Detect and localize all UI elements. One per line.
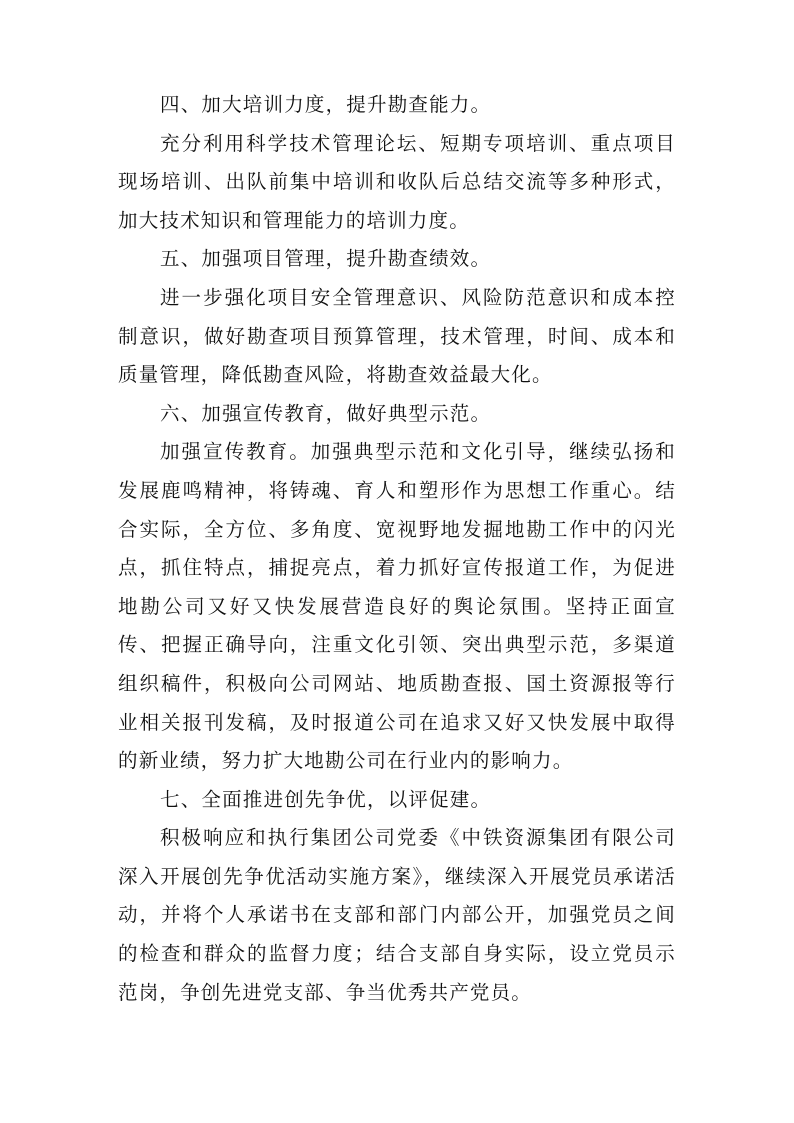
section-body-training: 充分利用科学技术管理论坛、短期专项培训、重点项目现场培训、出队前集中培训和收队后总结交流等多种形式，加大技术知识和管理能力的培训力度。 <box>118 131 676 232</box>
section-body-publicity: 加强宣传教育。加强典型示范和文化引导，继续弘扬和发展鹿鸣精神，将铸魂、育人和塑形作为思想工作重心。结合实际，全方位、多角度、宽视野地发掘地勘工作中的闪光点，抓住特点，捕捉亮点，着力抓好宣传报道工作，为促进地勘公司又好又快发展营造良好的舆论氛围。坚持正面宣传、把握正确导向，注重文化引领、突出典型示范，多渠道组织稿件，积极向公司网站、地质勘查报、国土资源报等行业相关报刊发稿，及时报道公司在追求又好又快发展中取得的新业绩，努力扩大地勘公司在行业内的影响力。 <box>118 440 676 773</box>
section-body-excellence: 积极响应和执行集团公司党委《中铁资源集团有限公司深入开展创先争优活动实施方案》，继续深入开展党员承诺活动，并将个人承诺书在支部和部门内部公开，加强党员之间的检查和群众的监督力度；结合支部自身实际，设立党员示范岗，争创先进党支部、争当优秀共产党员。 <box>118 826 676 1004</box>
document-body <box>118 86 676 1012</box>
section-body-project-management: 进一步强化项目安全管理意识、风险防范意识和成本控制意识，做好勘查项目预算管理，技术管理，时间、成本和质量管理，降低勘查风险，将勘查效益最大化。 <box>118 285 676 387</box>
section-heading-publicity: 六、加强宣传教育，做好典型示范。 <box>160 401 492 425</box>
section-heading-training: 四、加大培训力度，提升勘查能力。 <box>160 93 492 116</box>
section-heading-project-management: 五、加强项目管理，提升勘查绩效。 <box>160 247 492 271</box>
section-heading-excellence: 七、全面推进创先争优，以评促建。 <box>160 787 492 811</box>
